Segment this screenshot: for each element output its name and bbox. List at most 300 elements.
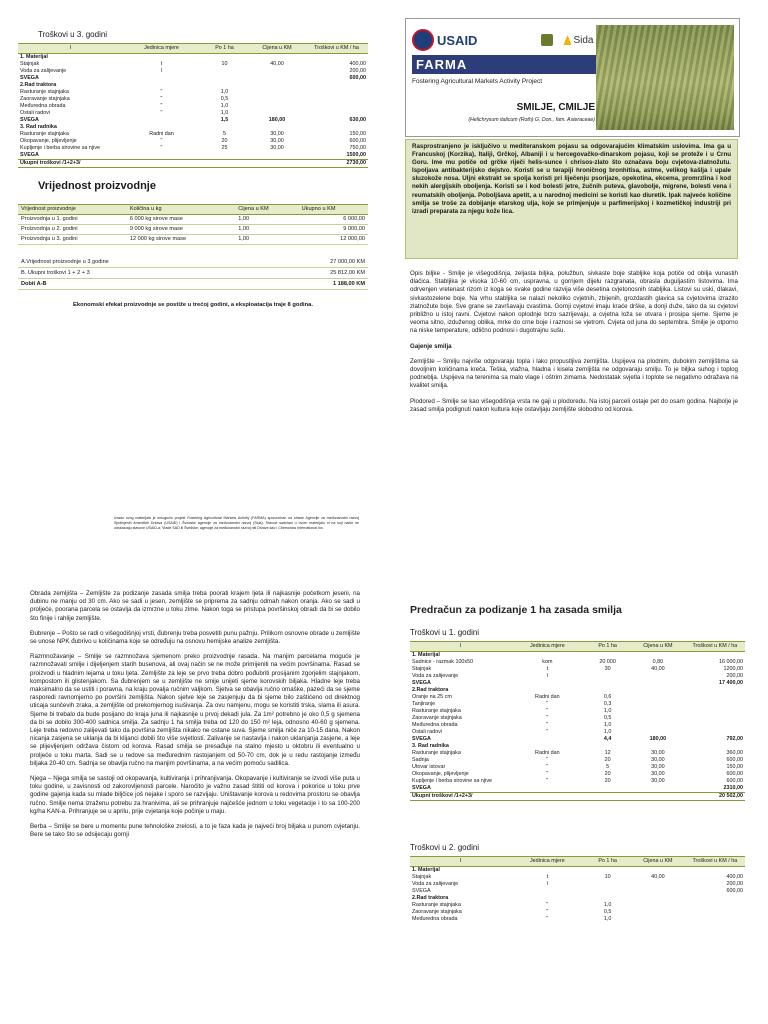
price-cell (249, 124, 305, 131)
quantity-cell (584, 652, 631, 660)
cost-cell: 150,00 (349, 131, 366, 137)
usaid-wordmark: USAID (437, 32, 478, 48)
table-row (410, 793, 745, 801)
unit-cell: l (160, 68, 163, 74)
unit-cell: " (546, 764, 549, 770)
unit-cell: Radni dan (535, 694, 560, 700)
cost-cell: 360,00 (726, 750, 743, 756)
quantity-cell: 9 000 kg sirove mase (127, 225, 235, 235)
unit-cell: kom (542, 659, 553, 665)
cost-cell: 200,00 (726, 673, 743, 679)
farma-subtitle: Fostering Agricultural Markets Activity Project (412, 78, 543, 85)
quantity-cell (200, 160, 249, 168)
cost-summary-panel (18, 30, 368, 550)
item-cell: SVEGA (20, 117, 39, 123)
cost-cell (685, 694, 745, 701)
soil-tillage-paragraph: Obrada zemljišta – Zemljište za podizanje zasada smilja treba poorati krajem ljeta ili najkasnije početkom jeseni, na dubinu ne manju od 30 cm. Ako se sadi u jesen, zemljište se priprema za sadnju odmah nakon oranja. Ako se sadi u proljeće, poorana parcela se ostavlja da izmrzne u toku zime. Nakon toga se pristupa površinskoj obradi da bi se dobilo što finije i rahlije zemljište. (30, 590, 360, 622)
quantity-cell (584, 785, 631, 793)
table-row (18, 124, 368, 131)
cost-cell (685, 895, 745, 902)
item-cell: Tanjiranje (412, 701, 436, 707)
unit-cell: " (546, 916, 549, 922)
item-cell: Kupljenje i berba sirovine sa njive (20, 145, 101, 151)
column-header: Jedinica mjere (123, 44, 200, 54)
item-cell: SVEGA (412, 680, 431, 686)
table-row (410, 888, 745, 895)
cost-cell: 400,00 (349, 61, 366, 67)
cost-cell (685, 729, 745, 736)
table-row (410, 729, 745, 736)
cost-cell (305, 103, 368, 110)
column-header: Cijena u KM (631, 642, 685, 652)
unit-cell (123, 124, 200, 131)
quantity-cell (584, 895, 631, 902)
unit-cell: " (160, 138, 163, 144)
summary-value: 1 188,00 KM (262, 279, 368, 290)
item-cell: 3. Rad radnika (20, 124, 57, 130)
intro-box (405, 139, 738, 259)
quantity-cell: 0,5 (220, 96, 229, 102)
unit-cell: " (546, 708, 549, 714)
table-row (410, 902, 745, 909)
crop-rotation-paragraph: Plodored – Smilje se kao višegodišnja vrsta ne gaji u plodoredu. Na istoj parceli ostaje pet do osam godina. Najbolje je zasad smilja podignuti nakon kultura koje ostavljaju zemljište slobodno od korova. (410, 397, 738, 413)
quantity-cell: 1,0 (220, 110, 229, 116)
quantity-cell: 1,0 (603, 729, 612, 735)
quantity-cell: 25 (221, 145, 228, 151)
price-cell (631, 888, 685, 895)
table-row (410, 757, 745, 764)
table-row (18, 138, 368, 145)
table-row (410, 867, 745, 875)
table-row (410, 694, 745, 701)
quantity-cell (200, 124, 249, 131)
item-cell: Voda za zalijevanje (20, 68, 67, 74)
cost-cell: 200,00 (726, 881, 743, 887)
quantity-cell (200, 152, 249, 160)
cost-cell (685, 867, 745, 875)
unit-cell: " (546, 715, 549, 721)
quantity-cell: 0,3 (603, 701, 612, 707)
price-cell (631, 902, 685, 909)
quantity-cell: 1,0 (603, 902, 612, 908)
cost-cell (305, 54, 368, 62)
table-row (18, 152, 368, 160)
profit-summary-table (18, 257, 368, 290)
price-cell (249, 82, 305, 89)
total-cell: 9 000,00 (299, 225, 368, 235)
column-header: Jedinica mjere (511, 642, 585, 652)
table-row (410, 881, 745, 888)
unit-cell: " (546, 778, 549, 784)
price-cell (631, 701, 685, 708)
cost-cell (305, 110, 368, 117)
price-cell: 0,80 (652, 659, 664, 665)
cost-cell: 2310,00 (723, 785, 743, 791)
column-header: Troškovi u KM / ha (305, 44, 368, 54)
price-cell: 30,00 (270, 131, 284, 137)
table-row (18, 75, 368, 82)
quantity-cell (584, 881, 631, 888)
cost-cell: 750,00 (349, 145, 366, 151)
item-cell: Međuredna obrada (412, 916, 458, 922)
price-cell (631, 715, 685, 722)
quantity-cell: 5 (223, 131, 226, 137)
table-row (18, 54, 368, 62)
item-cell: 2.Rad traktora (20, 82, 57, 88)
price-cell (631, 652, 685, 660)
cost-cell: 1200,00 (723, 666, 743, 672)
cost-cell (685, 916, 745, 923)
column-header: Cijena u KM (249, 44, 305, 54)
unit-cell (511, 736, 585, 743)
unit-cell: " (160, 89, 163, 95)
total-cell: 12 000,00 (299, 235, 368, 245)
item-cell: 2.Rad traktora (412, 687, 449, 693)
item-cell: Zaoravanje stajnjaka (412, 909, 462, 915)
table-row (410, 652, 745, 660)
table-row (410, 785, 745, 793)
item-cell: 1. Materijal (412, 867, 440, 873)
helichrysum-field-photo (596, 25, 734, 130)
table-row (18, 215, 368, 225)
price-cell (631, 909, 685, 916)
quantity-cell: 20 (604, 757, 611, 763)
quantity-cell: 0,5 (603, 715, 612, 721)
summary-row (18, 257, 368, 268)
price-cell: 30,00 (651, 778, 665, 784)
table-row (18, 61, 368, 68)
item-cell: Međuredna obrada (412, 722, 458, 728)
table-row (410, 895, 745, 902)
total-cell: 6 000,00 (299, 215, 368, 225)
year1-costs-title: Troškovi u 1. godini (410, 628, 480, 637)
price-cell: 30,00 (270, 145, 284, 151)
unit-cell (123, 82, 200, 89)
table-row (410, 680, 745, 687)
table-row (18, 117, 368, 124)
item-cell: Rasturanje stajnjaka (20, 89, 69, 95)
cost-cell (685, 715, 745, 722)
harvest-paragraph: Berba – Smilje se bere u momentu pune tehnološke zrelosti, a to je faza kada je najveći broj biljaka u punom cvjetanju. Bere se tako što se odsijecaju gornji (30, 823, 360, 839)
quantity-cell (200, 82, 249, 89)
estimate-panel (410, 604, 745, 1024)
quantity-cell: 1,0 (603, 708, 612, 714)
cost-cell (685, 652, 745, 660)
column-header: Po 1 ha (200, 44, 249, 54)
estimate-title: Predračun za podizanje 1 ha zasada smilja (410, 604, 622, 616)
item-cell: Rasturanje stajnjaka (412, 750, 461, 756)
unit-cell (511, 687, 585, 694)
price-cell: 180,00 (649, 736, 667, 742)
column-header: I (410, 642, 511, 652)
unit-cell: t (546, 666, 549, 672)
price-cell: 1,00 (235, 235, 298, 245)
price-cell (249, 160, 305, 168)
price-cell (249, 103, 305, 110)
quantity-cell: 0,5 (603, 909, 612, 915)
fertilization-paragraph: Đubrenje – Pošto se radi o višegodišnjoj vrsti, đubrenju treba posvetiti punu pažnju. Prilikom osnovne obrade u zemljište se unose NPK đubrivo u količinama koje se određuju na osnovu hemijske analize zemljišta. (30, 629, 360, 646)
unit-cell: " (546, 909, 549, 915)
cost-cell (685, 722, 745, 729)
unit-cell (511, 793, 585, 801)
item-cell: Okopavanje, plijevljenje (20, 138, 77, 144)
unit-cell (511, 888, 585, 895)
summary-label: A.Vrijednost proizvodnje u 3 godine (18, 257, 262, 268)
cost-cell: 17 400,00 (719, 680, 743, 686)
table-row (410, 778, 745, 785)
summary-row (18, 279, 368, 290)
column-header: I (18, 44, 123, 54)
table-row (18, 68, 368, 75)
cost-cell: 400,00 (726, 874, 743, 880)
cost-cell (685, 909, 745, 916)
year-cell: Proizvodnja u 1. godini (18, 215, 127, 225)
production-value-title: Vrijednost proizvodnje (38, 180, 156, 192)
price-cell (631, 881, 685, 888)
table-row (18, 145, 368, 152)
table-row (18, 89, 368, 96)
price-cell (631, 785, 685, 793)
item-cell: Oranje na 25 cm (412, 694, 452, 700)
column-header: Troškovi u KM / ha (685, 857, 745, 867)
quantity-cell: 20 (221, 138, 228, 144)
quantity-cell: 12 (604, 750, 611, 756)
item-cell: Ukupni troškovi /1+2+3/ (410, 793, 511, 801)
unit-cell: " (160, 103, 163, 109)
sida-wordmark: Sida (573, 34, 594, 46)
column-header: Ukupno u KM (299, 205, 368, 215)
column-header: Cijena u KM (631, 857, 685, 867)
unit-cell: " (160, 96, 163, 102)
item-cell: Voda za zalijevanje (412, 881, 459, 887)
quantity-cell (584, 680, 631, 687)
cost-cell: 600,00 (726, 778, 743, 784)
item-cell: Zaoravanje stajnjaka (412, 715, 462, 721)
table-row (18, 160, 368, 168)
unit-cell: " (546, 902, 549, 908)
table-row (410, 750, 745, 757)
table-row (410, 715, 745, 722)
summary-row (18, 268, 368, 279)
table-row (18, 235, 368, 245)
quantity-cell: 1,0 (603, 916, 612, 922)
cost-cell (685, 701, 745, 708)
price-cell (631, 916, 685, 923)
table-row (18, 110, 368, 117)
price-cell (631, 722, 685, 729)
cost-cell: 2730,00 (305, 160, 368, 168)
price-cell: 30,00 (270, 138, 284, 144)
usaid-logo (412, 29, 477, 51)
column-header: Količina u kg (127, 205, 235, 215)
table-row (410, 659, 745, 666)
quantity-cell: 6 000 kg sirove mase (127, 215, 235, 225)
item-cell: SVEGA (412, 785, 431, 791)
cost-cell: 1500,00 (346, 152, 366, 158)
sida-logo (563, 35, 593, 46)
unit-cell (511, 680, 585, 687)
column-header: Po 1 ha (584, 642, 631, 652)
cost-cell: 20 502,00 (685, 793, 745, 801)
item-cell: SVEGA (20, 152, 39, 158)
table-row (410, 701, 745, 708)
price-cell: 30,00 (651, 764, 665, 770)
quantity-cell: 20 000 (599, 659, 616, 665)
price-cell: 30,00 (651, 771, 665, 777)
item-cell: Stajnjak (412, 874, 432, 880)
item-cell: Međuredna obrada (20, 103, 66, 109)
cultivation-heading: Gajenje smilja (410, 342, 452, 350)
cost-cell (685, 687, 745, 694)
unit-cell: " (160, 145, 163, 151)
year-cell: Proizvodnja u 2. godini (18, 225, 127, 235)
quantity-cell (584, 743, 631, 750)
item-cell: Rasturanje stajnjaka (20, 131, 69, 137)
plant-title: SMILJE, CMILJE (516, 102, 595, 113)
quantity-cell: 10 (221, 61, 228, 67)
item-cell: Utovar istovar (412, 764, 446, 770)
intro-text: Rasprostranjeno je isključivo u mediteranskom pojasu sa odgovarajućim klimatskim uslovima. Ima ga u Francuskoj (Korzika), Italiji, Grčkoj, Albaniji i u hercegovačko-dinarskom pojasu, koji se proteže i u Crnu Goru. Ime mu potiče od grčke riječi helis-sunce i chrisos-zlato što označava boju cvjetova-zlatnožutu. Ispoljava antibakterijsko dejstvo. Koristi se u terapiji hroničnog bronhitisa, astme, velikog kašlja i upale sluzokože nosa. Uljni ekstrakt se spolja koristi pri liječenju psorijaze, opekotina, ekcema, promrzlina i kod nekih alergijskih oboljenja. Koristi se i kod bolesti jetre, žučnih puteva, glavobolje, migrene, bolesti vena i reumatskih oboljenja. Pobolјšava apetit, a u narodnoj medicini se koristi kao diuretik. Ipak najveće količine smilja se troše za dobijanje etarskog ulja, koje se primjenjuje u parfimerijskoj i kozmetičkoj industriji pri izradi preparata za njegu kože lica. (412, 143, 731, 215)
quantity-cell: 4,4 (603, 736, 612, 742)
quantity-cell: 0,6 (603, 694, 612, 700)
item-cell: SVEGA (412, 736, 431, 742)
unit-cell: " (546, 771, 549, 777)
item-cell: Ostali radovi (412, 729, 442, 735)
price-cell (631, 673, 685, 680)
unit-cell: " (546, 757, 549, 763)
price-cell (249, 152, 305, 160)
year3-costs-table (18, 43, 368, 168)
price-cell (631, 694, 685, 701)
year-cell: Proizvodnja u 3. godini (18, 235, 127, 245)
price-cell (631, 708, 685, 715)
table-row (410, 874, 745, 881)
table-row (18, 82, 368, 89)
table-row (18, 103, 368, 110)
item-cell: Zaoravanje stajnjaka (20, 96, 70, 102)
year2-costs-title: Troškovi u 2. godini (410, 843, 480, 852)
item-cell: Sadnice - razmak 100x50 (412, 659, 474, 665)
quantity-cell: 5 (606, 764, 610, 770)
summary-value: 25 812,00 KM (262, 268, 368, 279)
summary-value: 27 000,00 KM (262, 257, 368, 268)
quantity-cell (200, 75, 249, 82)
price-cell: 40,00 (651, 666, 665, 672)
price-cell: 30,00 (651, 757, 665, 763)
summary-label: B. Ukupni troškovi 1 + 2 + 3 (18, 268, 262, 279)
soil-paragraph: Zemljište – Smilju najviše odgovaraju topla i lako propustljiva zemljišta. Uspijeva na plodnim, dubokim zemljištima sa dovoljnim količinama kreča. Teška, vlažna, hladna i kisela zemljišta ne odgovaraju smilju. To je biljka suhog i toplog podneblja. Uspijeva na terenima sa malo vlage i oštrim zimama. Nedostatak svjetla i toplote se negativno odražava na kvalitet smilja. (410, 357, 738, 390)
quantity-cell (584, 687, 631, 694)
item-cell: Stajnjak (412, 666, 432, 672)
unit-cell: " (546, 722, 549, 728)
item-cell: 3. Rad radnika (412, 743, 449, 749)
plant-description: Opis biljke - Smilje je višegodišnja, zeljasta biljka, polužbun, sivkaste boje stabljike koja potiče od obilja vunastih dlačica. Stabljika je visoka 10-60 cm, uspravna, u gornjem dijelu razgranata, obrasla duguljastim listovima. Ima odrvenjen vretenast rizom iz koga se svake godine razvija više desetina cvjetonosnih stabljika. Listovi su uski, dlakavi, sivkastozelene boje. Na vrhu stabljika se nalazi nekoliko cvjetnih, zbijenih, grozdastih glavica sa cvjetovima izrazito zlatnožute boje. Sve grane se završavaju cvastima. Gornji cvjetovi imaju kraće drške, a donji duže, tako da su cvjetovi približno u istoj ravni. Cvjetovi nakon oplodnje brzo sazrijevaju, a cvjetna loža se otvara i prosipa sjeme. Sjeme je veoma sitno, izduženog oblika, mrke do crne boje i raznosi se vjetrom. Cvjeta od juna do septembra. Smilje je otporno na niske temperature, odlično podnosi i dugotrajnu sušu. (410, 270, 738, 335)
unit-cell (123, 54, 200, 62)
quantity-cell (584, 793, 631, 801)
column-header: Jedinica mjere (511, 857, 585, 867)
table-row (410, 673, 745, 680)
price-cell: 1,00 (235, 215, 298, 225)
quantity-cell: 1,0 (220, 103, 229, 109)
unit-cell (123, 75, 200, 82)
item-cell: Okopavanje, plijevljenje (412, 771, 469, 777)
plant-description-panel (410, 270, 738, 520)
table-row (18, 225, 368, 235)
price-cell: 1,00 (235, 225, 298, 235)
table-row (18, 131, 368, 138)
item-cell: 1. Materijal (412, 652, 440, 658)
unit-cell: l (546, 673, 548, 679)
unit-cell (511, 743, 585, 750)
cost-cell: 16 000,00 (719, 659, 743, 665)
table-row (410, 666, 745, 673)
year2-costs-table (410, 856, 745, 923)
unit-cell (123, 117, 200, 124)
cost-cell: 600,00 (349, 75, 366, 81)
item-cell: Stajnjak (20, 61, 40, 67)
quantity-cell: 1,5 (220, 117, 229, 123)
unit-cell: Radni dan (535, 750, 560, 756)
item-cell: Sadnja (412, 757, 429, 763)
price-cell (631, 895, 685, 902)
item-cell: 2.Rad traktora (412, 895, 449, 901)
quantity-cell: 30 (604, 666, 611, 672)
unit-cell (511, 785, 585, 793)
column-header: Cijena u KM (235, 205, 298, 215)
cost-cell: 600,00 (726, 757, 743, 763)
price-cell: 30,00 (651, 750, 665, 756)
cost-cell: 630,00 (349, 117, 366, 123)
column-header: Troškovi u KM / ha (685, 642, 745, 652)
table-row (410, 764, 745, 771)
table-row (410, 722, 745, 729)
quantity-cell: 20 (604, 771, 611, 777)
cost-cell: 600,00 (726, 888, 743, 894)
quantity-cell (200, 68, 249, 75)
unit-cell: t (160, 61, 163, 67)
plant-latin-name: (Helichrysum italicum (Roth) G. Don., fam. Asteraceae) (468, 117, 595, 123)
unit-cell (123, 160, 200, 168)
price-cell (631, 680, 685, 687)
cost-cell (305, 82, 368, 89)
year3-costs-title: Troškovi u 3. godini (38, 30, 108, 39)
table-row (410, 916, 745, 923)
cost-cell (685, 708, 745, 715)
quantity-cell (584, 673, 631, 680)
unit-cell: " (546, 701, 549, 707)
quantity-cell (584, 867, 631, 875)
item-cell: Rasturanje stajnjaka (412, 902, 461, 908)
table-row (410, 771, 745, 778)
year1-costs-table (410, 641, 745, 801)
quantity-cell (584, 888, 631, 895)
cost-cell: 150,00 (726, 764, 743, 770)
price-cell (249, 54, 305, 62)
table-row (410, 736, 745, 743)
item-cell: 1. Materijal (20, 54, 48, 60)
unit-cell: t (546, 874, 549, 880)
table-row (18, 96, 368, 103)
cost-cell (685, 902, 745, 909)
quantity-cell: 10 (604, 874, 611, 880)
unit-cell (123, 152, 200, 160)
unit-cell (511, 867, 585, 875)
price-cell: 40,00 (651, 874, 665, 880)
price-cell (631, 743, 685, 750)
price-cell (631, 867, 685, 875)
quantity-cell: 12 000 kg sirove mase (127, 235, 235, 245)
production-value-table (18, 204, 368, 245)
